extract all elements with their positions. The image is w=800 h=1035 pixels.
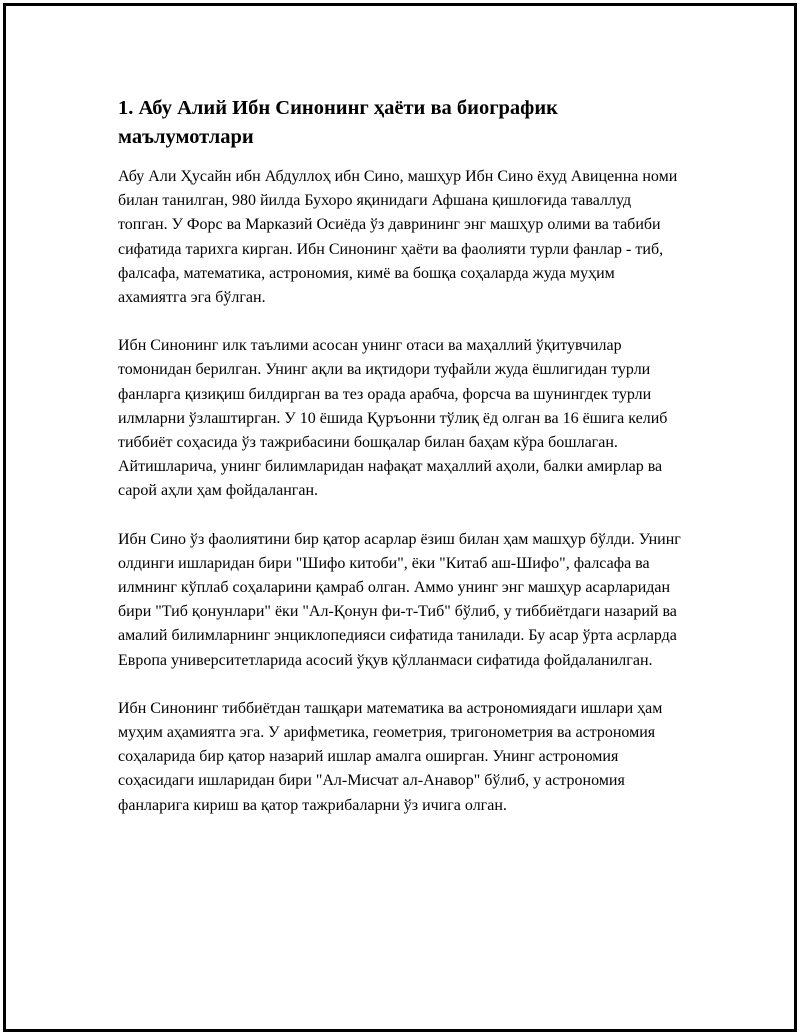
document-body [118, 94, 684, 842]
section-heading: 1. Абу Алий Ибн Синонинг ҳаёти ва биографик маълумотлари [118, 97, 558, 148]
paragraph-3: Ибн Сино ўз фаолиятини бир қатор асарлар ёзиш билан ҳам машҳур бўлди. Унинг олдинги ишларидан бири "Шифо китоби", ёки "Китаб аш-Шифо", фалсафа ва илмнинг кўплаб соҳаларини қамраб олган. Аммо унинг энг машҳур асарларидан бири "Тиб қонунлари" ёки "Ал-Қонун фи-т-Тиб" бўлиб, у тиббиётдаги назарий ва амалий билимларнинг энциклопедияси сифатида танилади. Бу асар ўрта асрларда Европа университетларида асосий ўқув қўлланмаси сифатида фойдаланилган. [118, 530, 681, 669]
paragraph-2: Ибн Синонинг илк таълими асосан унинг отаси ва маҳаллий ўқитувчилар томонидан берилган. Унинг ақли ва иқтидори туфайли жуда ёшлигидан турли фанларга қизиқиш билдирган ва тез орада арабча, форсча ва шунингдек турли илмларни ўзлаштирган. У 10 ёшида Қуръонни тўлиқ ёд олган ва 16 ёшига келиб тиббиёт соҳасида ўз тажрибасини бошқалар билан баҳам кўра бошлаган. Айтишларича, унинг билимларидан нафақат маҳаллий аҳоли, балки амирлар ва сарой аҳли ҳам фойдаланган. [118, 337, 668, 500]
paragraph-1: Абу Али Ҳусайн ибн Абдуллоҳ ибн Сино, машҳур Ибн Сино ёхуд Авиценна номи билан танилган, 980 йилда Бухоро яқинидаги Афшана қишлоғида таваллуд топган. У Форс ва Марказий Осиёда ўз даврининг энг машҳур олими ва табиби сифатида тарихга кирган. Ибн Синонинг ҳаёти ва фаолияти турли фанлар - тиб, фалсафа, математика, астрономия, кимё ва бошқа соҳаларда жуда муҳим ахамиятга эга бўлган. [118, 168, 678, 307]
paragraph-4: Ибн Синонинг тиббиётдан ташқари математика ва астрономиядаги ишлари ҳам муҳим аҳамиятга эга. У арифметика, геометрия, тригонометрия ва астрономия соҳаларида бир қатор назарий ишлар амалга оширган. Унинг астрономия соҳасидаги ишларидан бири "Ал-Мисчат ал-Анавор" бўлиб, у астрономия фанларига кириш ва қатор тажрибаларни ўз ичига олган. [118, 699, 663, 814]
